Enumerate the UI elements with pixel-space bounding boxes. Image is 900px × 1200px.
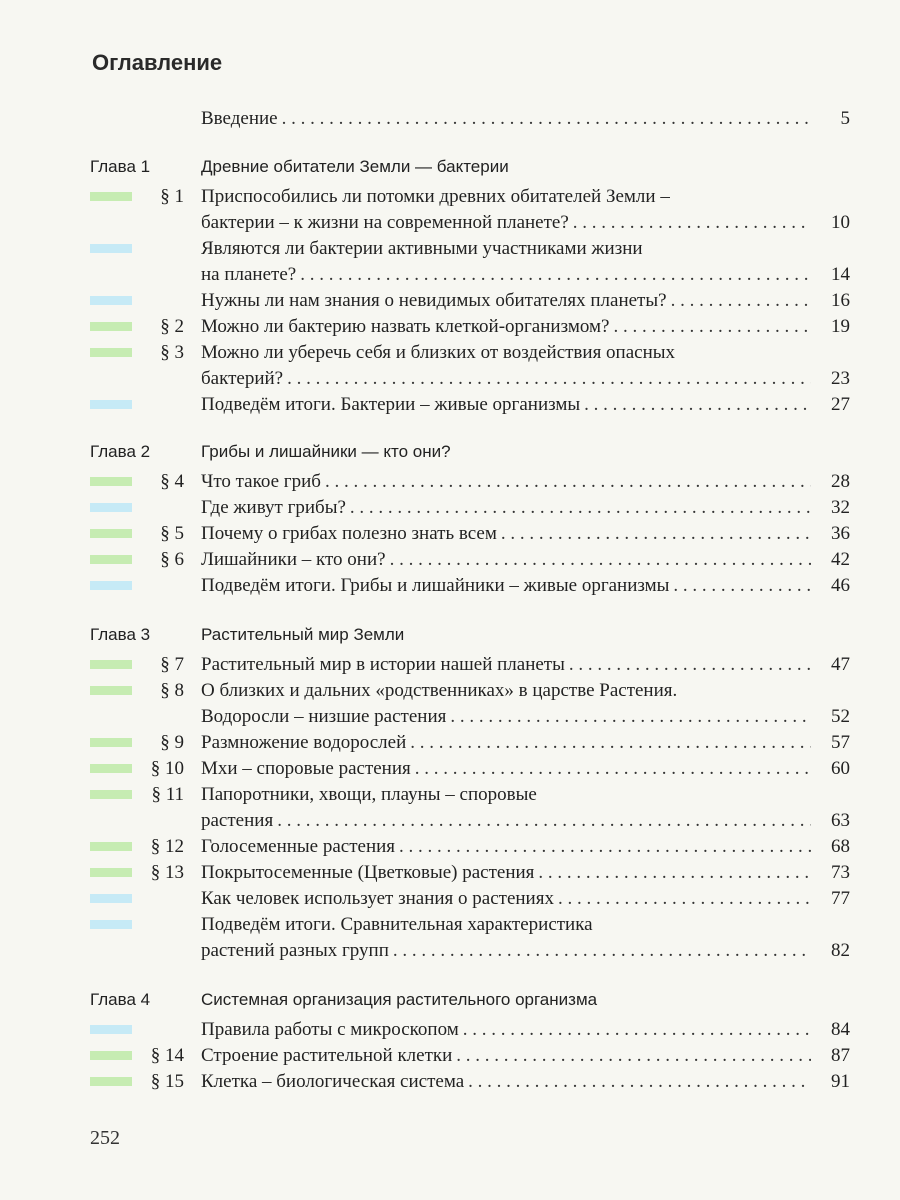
chapter-title: Древние обитатели Земли — бактерии (201, 157, 509, 176)
dot-leader (558, 887, 811, 911)
paragraph-marker (90, 529, 132, 538)
entry-page-number: 42 (831, 549, 850, 570)
toc-entry[interactable] (0, 653, 900, 679)
entry-title-line: Можно ли уберечь себя и близких от воздействия опасных (201, 342, 676, 363)
supplement-marker (90, 400, 132, 409)
entry-page-number: 73 (831, 862, 850, 883)
chapter-heading[interactable] (0, 440, 900, 466)
entry-title-line: Являются ли бактерии активными участниками жизни (201, 238, 643, 259)
chapter-label: Глава 1 (90, 157, 151, 176)
toc-entry[interactable] (0, 679, 900, 731)
paragraph-marker (90, 686, 132, 695)
supplement-marker (90, 894, 132, 903)
dot-leader (671, 289, 811, 313)
section-number: § 4 (160, 471, 184, 492)
entry-title-line: растений разных групп (201, 940, 389, 961)
supplement-marker (90, 503, 132, 512)
dot-leader (450, 705, 811, 729)
entry-title-line: бактерии – к жизни на современной планете? (201, 212, 569, 233)
chapter-title: Грибы и лишайники — кто они? (201, 442, 451, 461)
entry-title-line: растения (201, 810, 274, 831)
paragraph-marker (90, 1051, 132, 1060)
toc-entry[interactable] (0, 548, 900, 574)
dot-leader (501, 522, 811, 546)
paragraph-marker (90, 192, 132, 201)
chapter-label: Глава 4 (90, 990, 151, 1009)
toc-entry[interactable] (0, 185, 900, 237)
toc-entry[interactable] (0, 913, 900, 965)
chapter-title: Системная организация растительного организма (201, 990, 598, 1009)
dot-leader (410, 731, 811, 755)
entry-page-number: 19 (831, 316, 850, 337)
dot-leader (584, 393, 811, 417)
paragraph-marker (90, 1077, 132, 1086)
supplement-marker (90, 1025, 132, 1034)
dot-leader (613, 315, 811, 339)
entry-page-number: 84 (831, 1019, 850, 1040)
dot-leader (463, 1018, 811, 1042)
dot-leader (282, 107, 811, 131)
paragraph-marker (90, 477, 132, 486)
entry-title-line: Подведём итоги. Сравнительная характеристика (201, 914, 593, 935)
toc-entry[interactable] (0, 289, 900, 315)
section-number: § 6 (160, 549, 184, 570)
chapter-heading[interactable] (0, 623, 900, 649)
entry-page-number: 63 (831, 810, 850, 831)
toc-entry[interactable] (0, 341, 900, 393)
toc-entry[interactable] (0, 861, 900, 887)
entry-title-line: Приспособились ли потомки древних обитателей Земли – (201, 186, 670, 207)
section-number: § 7 (160, 654, 184, 675)
entry-page-number: 60 (831, 758, 850, 779)
dot-leader (399, 835, 811, 859)
toc-entry[interactable] (0, 393, 900, 419)
entry-title-line: О близких и дальних «родственниках» в царстве Растения. (201, 680, 678, 701)
entry-page-number: 14 (831, 264, 850, 285)
toc-entry[interactable] (0, 1044, 900, 1070)
entry-title-line: Правила работы с микроскопом (201, 1019, 459, 1040)
toc-entry[interactable] (0, 835, 900, 861)
toc-entry[interactable] (0, 1070, 900, 1096)
paragraph-marker (90, 868, 132, 877)
section-number: § 2 (160, 316, 184, 337)
section-number: § 8 (160, 680, 184, 701)
supplement-marker (90, 296, 132, 305)
section-number: § 12 (150, 836, 184, 857)
toc-entry[interactable] (0, 315, 900, 341)
supplement-marker (90, 920, 132, 929)
entry-title-line: Как человек использует знания о растениях (201, 888, 554, 909)
entry-title-line: Строение растительной клетки (201, 1045, 453, 1066)
entry-title-line: Что такое гриб (201, 471, 321, 492)
section-number: § 15 (150, 1071, 184, 1092)
section-number: § 10 (150, 758, 184, 779)
entry-page-number: 82 (831, 940, 850, 961)
entry-page-number: 52 (831, 706, 850, 727)
dot-leader (287, 367, 811, 391)
page-title: Оглавление (92, 50, 223, 75)
toc-entry[interactable] (0, 470, 900, 496)
entry-page-number: 57 (831, 732, 850, 753)
paragraph-marker (90, 790, 132, 799)
entry-title-line: Размножение водорослей (201, 732, 407, 753)
entry-title-line: Можно ли бактерию назвать клеткой-организмом? (201, 316, 610, 337)
entry-title-line: Растительный мир в истории нашей планеты (201, 654, 565, 675)
toc-entry[interactable] (0, 783, 900, 835)
dot-leader (673, 574, 811, 598)
entry-page-number: 77 (831, 888, 850, 909)
chapter-title: Растительный мир Земли (201, 625, 405, 644)
dot-leader (350, 496, 811, 520)
section-number: § 14 (150, 1045, 184, 1066)
toc-entry[interactable] (0, 887, 900, 913)
entry-page-number: 23 (831, 368, 850, 389)
entry-page-number: 16 (831, 290, 850, 311)
paragraph-marker (90, 348, 132, 357)
toc-entry[interactable] (0, 522, 900, 548)
toc-entry[interactable] (0, 574, 900, 600)
section-number: § 5 (160, 523, 184, 544)
entry-title-line: Папоротники, хвощи, плауны – споровые (201, 784, 537, 805)
paragraph-marker (90, 738, 132, 747)
paragraph-marker (90, 322, 132, 331)
entry-page-number: 91 (831, 1071, 850, 1092)
dot-leader (573, 211, 811, 235)
paragraph-marker (90, 555, 132, 564)
entry-page-number: 27 (831, 394, 850, 415)
section-number: § 3 (160, 342, 184, 363)
entry-page-number: 47 (831, 654, 850, 675)
section-number: § 13 (150, 862, 184, 883)
toc-entry[interactable] (0, 1018, 900, 1044)
toc-entry-intro[interactable] (0, 107, 900, 133)
dot-leader (300, 263, 811, 287)
entry-title-line: Водоросли – низшие растения (201, 706, 447, 727)
chapter-label: Глава 2 (90, 442, 151, 461)
chapter-heading[interactable] (0, 988, 900, 1014)
entry-title-line: Введение (201, 108, 278, 129)
entry-title-line: Подведём итоги. Грибы и лишайники – живые организмы (201, 575, 670, 596)
entry-page-number: 10 (831, 212, 850, 233)
paragraph-marker (90, 660, 132, 669)
entry-title-line: Подведём итоги. Бактерии – живые организмы (201, 394, 581, 415)
chapter-heading[interactable] (0, 155, 900, 181)
supplement-marker (90, 244, 132, 253)
dot-leader (468, 1070, 811, 1094)
dot-leader (569, 653, 811, 677)
entry-page-number: 36 (831, 523, 850, 544)
dot-leader (325, 470, 811, 494)
dot-leader (538, 861, 811, 885)
toc-entry[interactable] (0, 731, 900, 757)
paragraph-marker (90, 764, 132, 773)
entry-page-number: 87 (831, 1045, 850, 1066)
chapter-label: Глава 3 (90, 625, 151, 644)
page-number: 252 (90, 1127, 120, 1149)
entry-title-line: Покрытосеменные (Цветковые) растения (201, 862, 535, 883)
section-number: § 1 (160, 186, 184, 207)
entry-page-number: 28 (831, 471, 850, 492)
section-number: § 9 (160, 732, 184, 753)
entry-page-number: 68 (831, 836, 850, 857)
dot-leader (277, 809, 811, 833)
entry-title-line: на планете? (201, 264, 297, 285)
entry-title-line: Голосеменные растения (201, 836, 396, 857)
entry-title-line: Лишайники – кто они? (201, 549, 386, 570)
toc-entry[interactable] (0, 757, 900, 783)
toc-entry[interactable] (0, 237, 900, 289)
toc-entry[interactable] (0, 496, 900, 522)
bleed-through-text (440, 58, 860, 108)
dot-leader (390, 548, 811, 572)
entry-page-number: 5 (840, 108, 850, 129)
dot-leader (415, 757, 811, 781)
entry-title-line: Мхи – споровые растения (201, 758, 411, 779)
dot-leader (393, 939, 811, 963)
paragraph-marker (90, 842, 132, 851)
section-number: § 11 (151, 784, 184, 805)
entry-title-line: Нужны ли нам знания о невидимых обитателях планеты? (201, 290, 667, 311)
entry-title-line: Почему о грибах полезно знать всем (201, 523, 497, 544)
entry-title-line: Клетка – биологическая система (201, 1071, 465, 1092)
entry-title-line: Где живут грибы? (201, 497, 346, 518)
entry-title-line: бактерий? (201, 368, 284, 389)
entry-page-number: 32 (831, 497, 850, 518)
entry-page-number: 46 (831, 575, 850, 596)
supplement-marker (90, 581, 132, 590)
dot-leader (456, 1044, 811, 1068)
